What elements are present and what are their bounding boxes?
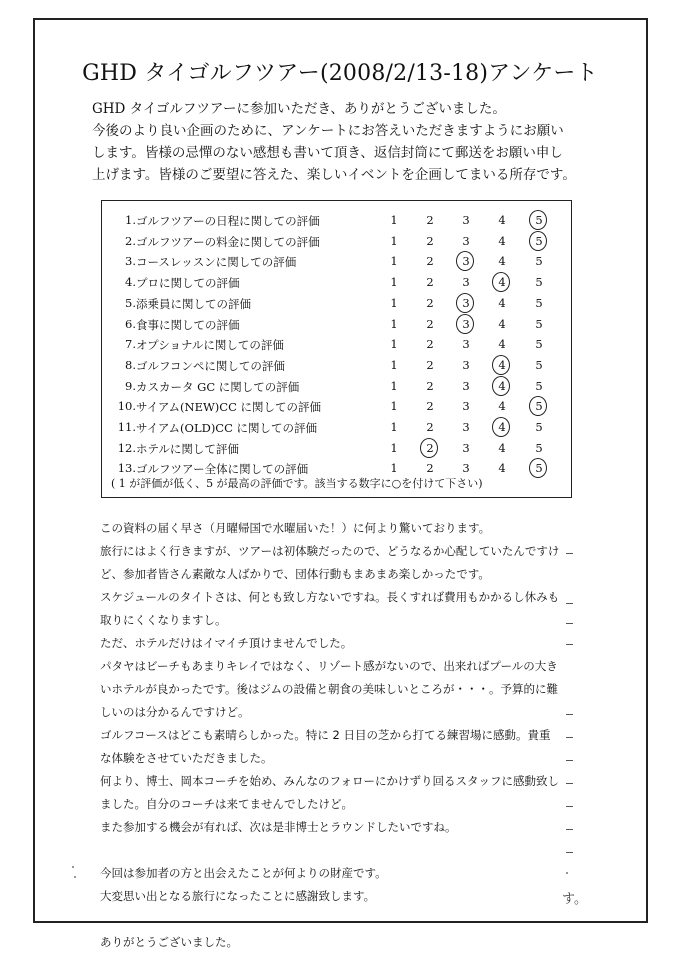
rating-option (387, 461, 401, 475)
comment-line: ありがとうございました。 (100, 935, 238, 949)
intro-line: 上げます。皆様のご要望に答えた、楽しいイベントを企画してまいる所存です。 (92, 167, 576, 183)
rating-value: 4 (498, 420, 506, 434)
intro-line: します。皆様の忌憚のない感想も書いて頂き、返信封筒にて郵送をお願い申し (92, 145, 563, 161)
comment-line (100, 839, 580, 862)
rating-option (423, 213, 437, 227)
rating-value: 2 (426, 357, 434, 372)
comments-section (100, 517, 580, 954)
intro-line: GHD タイゴルフツアーに参加いただき、ありがとうございました。 (92, 101, 506, 117)
rating-value: 5 (535, 316, 543, 331)
comment-line: パタヤはビーチもあまりキレイではなく、リゾート感がないので、出来ればプールの大き (100, 659, 558, 673)
question-number: 9. (125, 378, 136, 393)
intro-text (92, 98, 592, 186)
rating-value: 1 (390, 316, 398, 331)
rating-option (495, 420, 509, 434)
rating-value: 4 (498, 337, 506, 352)
rating-option (532, 234, 546, 248)
question-label: コースレッスンに関しての評価 (136, 255, 297, 270)
rating-value: 3 (462, 399, 470, 414)
comment-line: また参加する機会が有れば、次は是非博士とラウンドしたいですね。 (100, 820, 457, 834)
comment-line: いホテルが良かったです。後はジムの設備と朝食の美味しいところが・・・。予算的に難 (100, 682, 559, 696)
scan-mark (566, 760, 573, 761)
question-label: ホテルに関して評価 (136, 441, 239, 456)
rating-option (459, 358, 473, 372)
rating-value: 5 (535, 254, 543, 269)
rating-option (532, 420, 546, 434)
rating-option (495, 296, 509, 310)
rating-option (423, 254, 437, 268)
survey-row (102, 438, 572, 458)
selected-circle (456, 251, 474, 271)
rating-option (423, 420, 437, 434)
survey-row (102, 355, 572, 375)
rating-option (423, 275, 437, 289)
comment-line: この資料の届く早さ（月曜帰国で水曜届いた！）に何より驚いております。 (100, 521, 491, 535)
scan-mark (566, 603, 573, 604)
selected-circle (529, 231, 547, 251)
scan-mark (566, 737, 573, 738)
rating-option (532, 379, 546, 393)
rating-option (495, 461, 509, 475)
rating-value: 3 (462, 337, 470, 352)
rating-option (459, 379, 473, 393)
rating-option (459, 441, 473, 455)
rating-option (459, 399, 473, 413)
rating-option (495, 213, 509, 227)
rating-value: 2 (426, 399, 434, 414)
rating-value: 1 (390, 440, 398, 455)
rating-value: 4 (498, 399, 506, 414)
rating-value: 1 (390, 295, 398, 310)
rating-option (423, 317, 437, 331)
rating-value: 2 (426, 233, 434, 248)
rating-value: 1 (390, 254, 398, 269)
comment-line: スケジュールのタイトさは、何とも致し方ないですね。長くすれば費用もかかるし休みも (100, 590, 560, 604)
rating-value: 3 (462, 295, 470, 310)
rating-option (532, 399, 546, 413)
rating-value: 5 (535, 357, 543, 372)
question-label: プロに関しての評価 (136, 276, 240, 291)
rating-option (495, 358, 509, 372)
rating-value: 2 (426, 461, 434, 476)
survey-row (102, 231, 572, 251)
rating-option (532, 337, 546, 351)
comment-line: 何より、博士、岡本コーチを始め、みんなのフォローにかけずり回るスタッフに感動致し (100, 774, 559, 788)
rating-option (387, 379, 401, 393)
question-number: 5. (125, 295, 136, 310)
rating-option (387, 317, 401, 331)
rating-value: 4 (498, 254, 506, 269)
rating-option (459, 275, 473, 289)
rating-value: 4 (498, 316, 506, 331)
survey-row (102, 314, 572, 334)
rating-option (495, 275, 509, 289)
rating-value: 4 (498, 461, 506, 476)
rating-value: 2 (426, 337, 434, 352)
comment-line: しいのは分かるんですけど。 (100, 705, 250, 719)
rating-value: 2 (426, 316, 434, 331)
rating-option (387, 213, 401, 227)
rating-value: 1 (390, 378, 398, 393)
selected-circle (529, 458, 547, 478)
rating-option (423, 337, 437, 351)
survey-row (102, 251, 572, 271)
question-label: オプショナルに関しての評価 (136, 338, 284, 353)
rating-value: 5 (535, 295, 543, 310)
comment-line (100, 908, 580, 931)
rating-value: 4 (498, 275, 506, 290)
rating-value: 2 (426, 440, 434, 455)
rating-option (387, 296, 401, 310)
comment-line: ど、参加者皆さん素敵な人ばかりで、団体行動もまあまあ楽しかったです。 (100, 567, 490, 581)
question-number: 1. (125, 213, 136, 227)
rating-value: 2 (426, 254, 434, 269)
rating-value: 2 (426, 420, 434, 434)
rating-option (532, 317, 546, 331)
survey-row (102, 458, 572, 478)
rating-value: 5 (535, 440, 543, 455)
rating-value: 1 (390, 275, 398, 290)
question-label: ゴルフツアー全体に関しての評価 (136, 462, 309, 477)
rating-value: 3 (462, 213, 470, 227)
rating-option (532, 254, 546, 268)
edge-text: す。 (562, 892, 587, 907)
rating-option (459, 461, 473, 475)
rating-value: 1 (390, 461, 398, 476)
rating-value: 5 (535, 378, 543, 393)
question-number: 13. (117, 461, 136, 476)
rating-option (387, 420, 401, 434)
comment-line: ただ、ホテルだけはイマイチ頂けませんでした。 (100, 636, 353, 650)
rating-value: 2 (426, 295, 434, 310)
rating-value: 5 (535, 420, 543, 434)
rating-note: ( 1 が評価が低く、5 が最高の評価です。該当する数字に○を付けて下さい) (111, 477, 483, 490)
rating-value: 4 (498, 213, 506, 227)
rating-value: 2 (426, 275, 434, 290)
rating-option (532, 358, 546, 372)
question-label: ゴルフツアーの日程に関しての評価 (136, 214, 320, 228)
selected-circle (492, 376, 510, 396)
selected-circle (492, 417, 510, 437)
selected-circle (456, 314, 474, 334)
comment-line: ました。自分のコーチは来てませんでしたけど。 (100, 797, 353, 811)
rating-value: 5 (535, 461, 543, 476)
rating-value: 3 (462, 275, 470, 290)
comment-line: 大変思い出となる旅行になったことに感謝致します。 (100, 889, 376, 903)
rating-value: 2 (426, 213, 434, 227)
question-number: 11. (117, 420, 136, 434)
scan-speck (72, 866, 74, 868)
selected-circle (456, 293, 474, 313)
survey-row (102, 396, 572, 416)
comment-line: 取りにくくなりますし。 (100, 613, 227, 627)
rating-value: 5 (535, 399, 543, 414)
rating-value: 4 (498, 440, 506, 455)
intro-line: 今後のより良い企画のために、アンケートにお答えいただきますようにお願い (92, 123, 564, 139)
rating-value: 3 (462, 461, 470, 476)
survey-row (102, 210, 572, 230)
comment-line: 旅行にはよく行きますが、ツアーは初体験だったので、どうなるか心配していたんですけ (100, 544, 560, 558)
rating-option (387, 254, 401, 268)
comment-line: な体験をさせていただきました。 (100, 751, 273, 765)
rating-option (532, 461, 546, 475)
question-number: 3. (125, 254, 136, 269)
rating-option (532, 441, 546, 455)
rating-value: 5 (535, 213, 543, 227)
scan-mark (566, 806, 573, 807)
rating-option (423, 399, 437, 413)
rating-option (459, 337, 473, 351)
question-number: 2. (125, 233, 136, 248)
rating-option (495, 399, 509, 413)
rating-value: 1 (390, 213, 398, 227)
rating-option (423, 379, 437, 393)
rating-value: 3 (462, 316, 470, 331)
rating-value: 1 (390, 420, 398, 434)
rating-option (387, 337, 401, 351)
rating-value: 4 (498, 357, 506, 372)
rating-option (387, 399, 401, 413)
rating-value: 1 (390, 357, 398, 372)
selected-circle (492, 272, 510, 292)
rating-option (495, 317, 509, 331)
question-label: サイアム(NEW)CC に関しての評価 (136, 400, 322, 415)
rating-option (495, 441, 509, 455)
scan-mark (566, 714, 573, 715)
rating-option (423, 441, 437, 455)
rating-option (459, 420, 473, 434)
question-label: ゴルフコンペに関しての評価 (136, 358, 285, 373)
survey-row (102, 334, 572, 354)
question-number: 10. (117, 399, 136, 414)
question-number: 6. (125, 316, 136, 331)
survey-row (102, 376, 572, 396)
selected-circle (420, 438, 438, 458)
survey-row (102, 272, 572, 292)
scan-mark (566, 783, 573, 784)
question-number: 4. (125, 275, 136, 290)
scan-mark (566, 623, 573, 624)
question-label: サイアム(OLD)CC に関しての評価 (136, 421, 318, 435)
rating-value: 3 (462, 440, 470, 455)
scan-speck (566, 872, 568, 874)
rating-option (459, 317, 473, 331)
rating-value: 3 (462, 420, 470, 434)
rating-value: 1 (390, 337, 398, 352)
question-label: ゴルフツアーの料金に関しての評価 (136, 234, 320, 249)
survey-row (102, 417, 572, 437)
page-title: GHD タイゴルフツアー(2008/2/13-18)アンケート (82, 61, 598, 86)
rating-option (423, 296, 437, 310)
question-number: 8. (125, 357, 136, 372)
rating-value: 4 (498, 378, 506, 393)
rating-value: 3 (462, 378, 470, 393)
rating-value: 1 (390, 233, 398, 248)
question-label: 食事に関しての評価 (136, 317, 240, 332)
rating-option (459, 213, 473, 227)
scan-mark (566, 829, 573, 830)
scan-speck (74, 876, 76, 878)
rating-option (495, 254, 509, 268)
rating-value: 4 (498, 233, 506, 248)
rating-option (495, 337, 509, 351)
rating-value: 2 (426, 378, 434, 393)
comment-line: 今回は参加者の方と出会えたことが何よりの財産です。 (100, 866, 387, 880)
rating-value: 5 (535, 275, 543, 290)
scan-mark (566, 553, 573, 554)
rating-option (423, 358, 437, 372)
rating-option (532, 275, 546, 289)
rating-option (387, 441, 401, 455)
comment-line: ゴルフコースはどこも素晴らしかった。特に 2 日目の芝から打てる練習場に感動。貴重 (100, 728, 551, 742)
question-number: 12. (117, 440, 136, 455)
rating-option (387, 358, 401, 372)
scan-mark (566, 644, 573, 645)
rating-option (532, 296, 546, 310)
rating-option (495, 379, 509, 393)
question-number: 7. (125, 337, 136, 352)
rating-value: 3 (462, 357, 470, 372)
selected-circle (529, 210, 547, 230)
rating-value: 3 (462, 254, 470, 269)
rating-option (423, 461, 437, 475)
rating-value: 5 (535, 233, 543, 248)
rating-option (459, 234, 473, 248)
rating-value: 1 (390, 399, 398, 414)
survey-row (102, 293, 572, 313)
rating-option (387, 234, 401, 248)
selected-circle (492, 355, 510, 375)
survey-table (101, 200, 572, 498)
rating-value: 4 (498, 295, 506, 310)
question-label: カスカータ GC に関しての評価 (136, 379, 300, 394)
rating-option (495, 234, 509, 248)
rating-option (423, 234, 437, 248)
selected-circle (529, 396, 547, 416)
rating-option (387, 275, 401, 289)
question-label: 添乗員に関しての評価 (136, 296, 251, 311)
rating-option (459, 254, 473, 268)
rating-value: 5 (535, 337, 543, 352)
rating-option (459, 296, 473, 310)
scan-mark (566, 852, 573, 853)
rating-option (532, 213, 546, 227)
rating-value: 3 (462, 233, 470, 248)
